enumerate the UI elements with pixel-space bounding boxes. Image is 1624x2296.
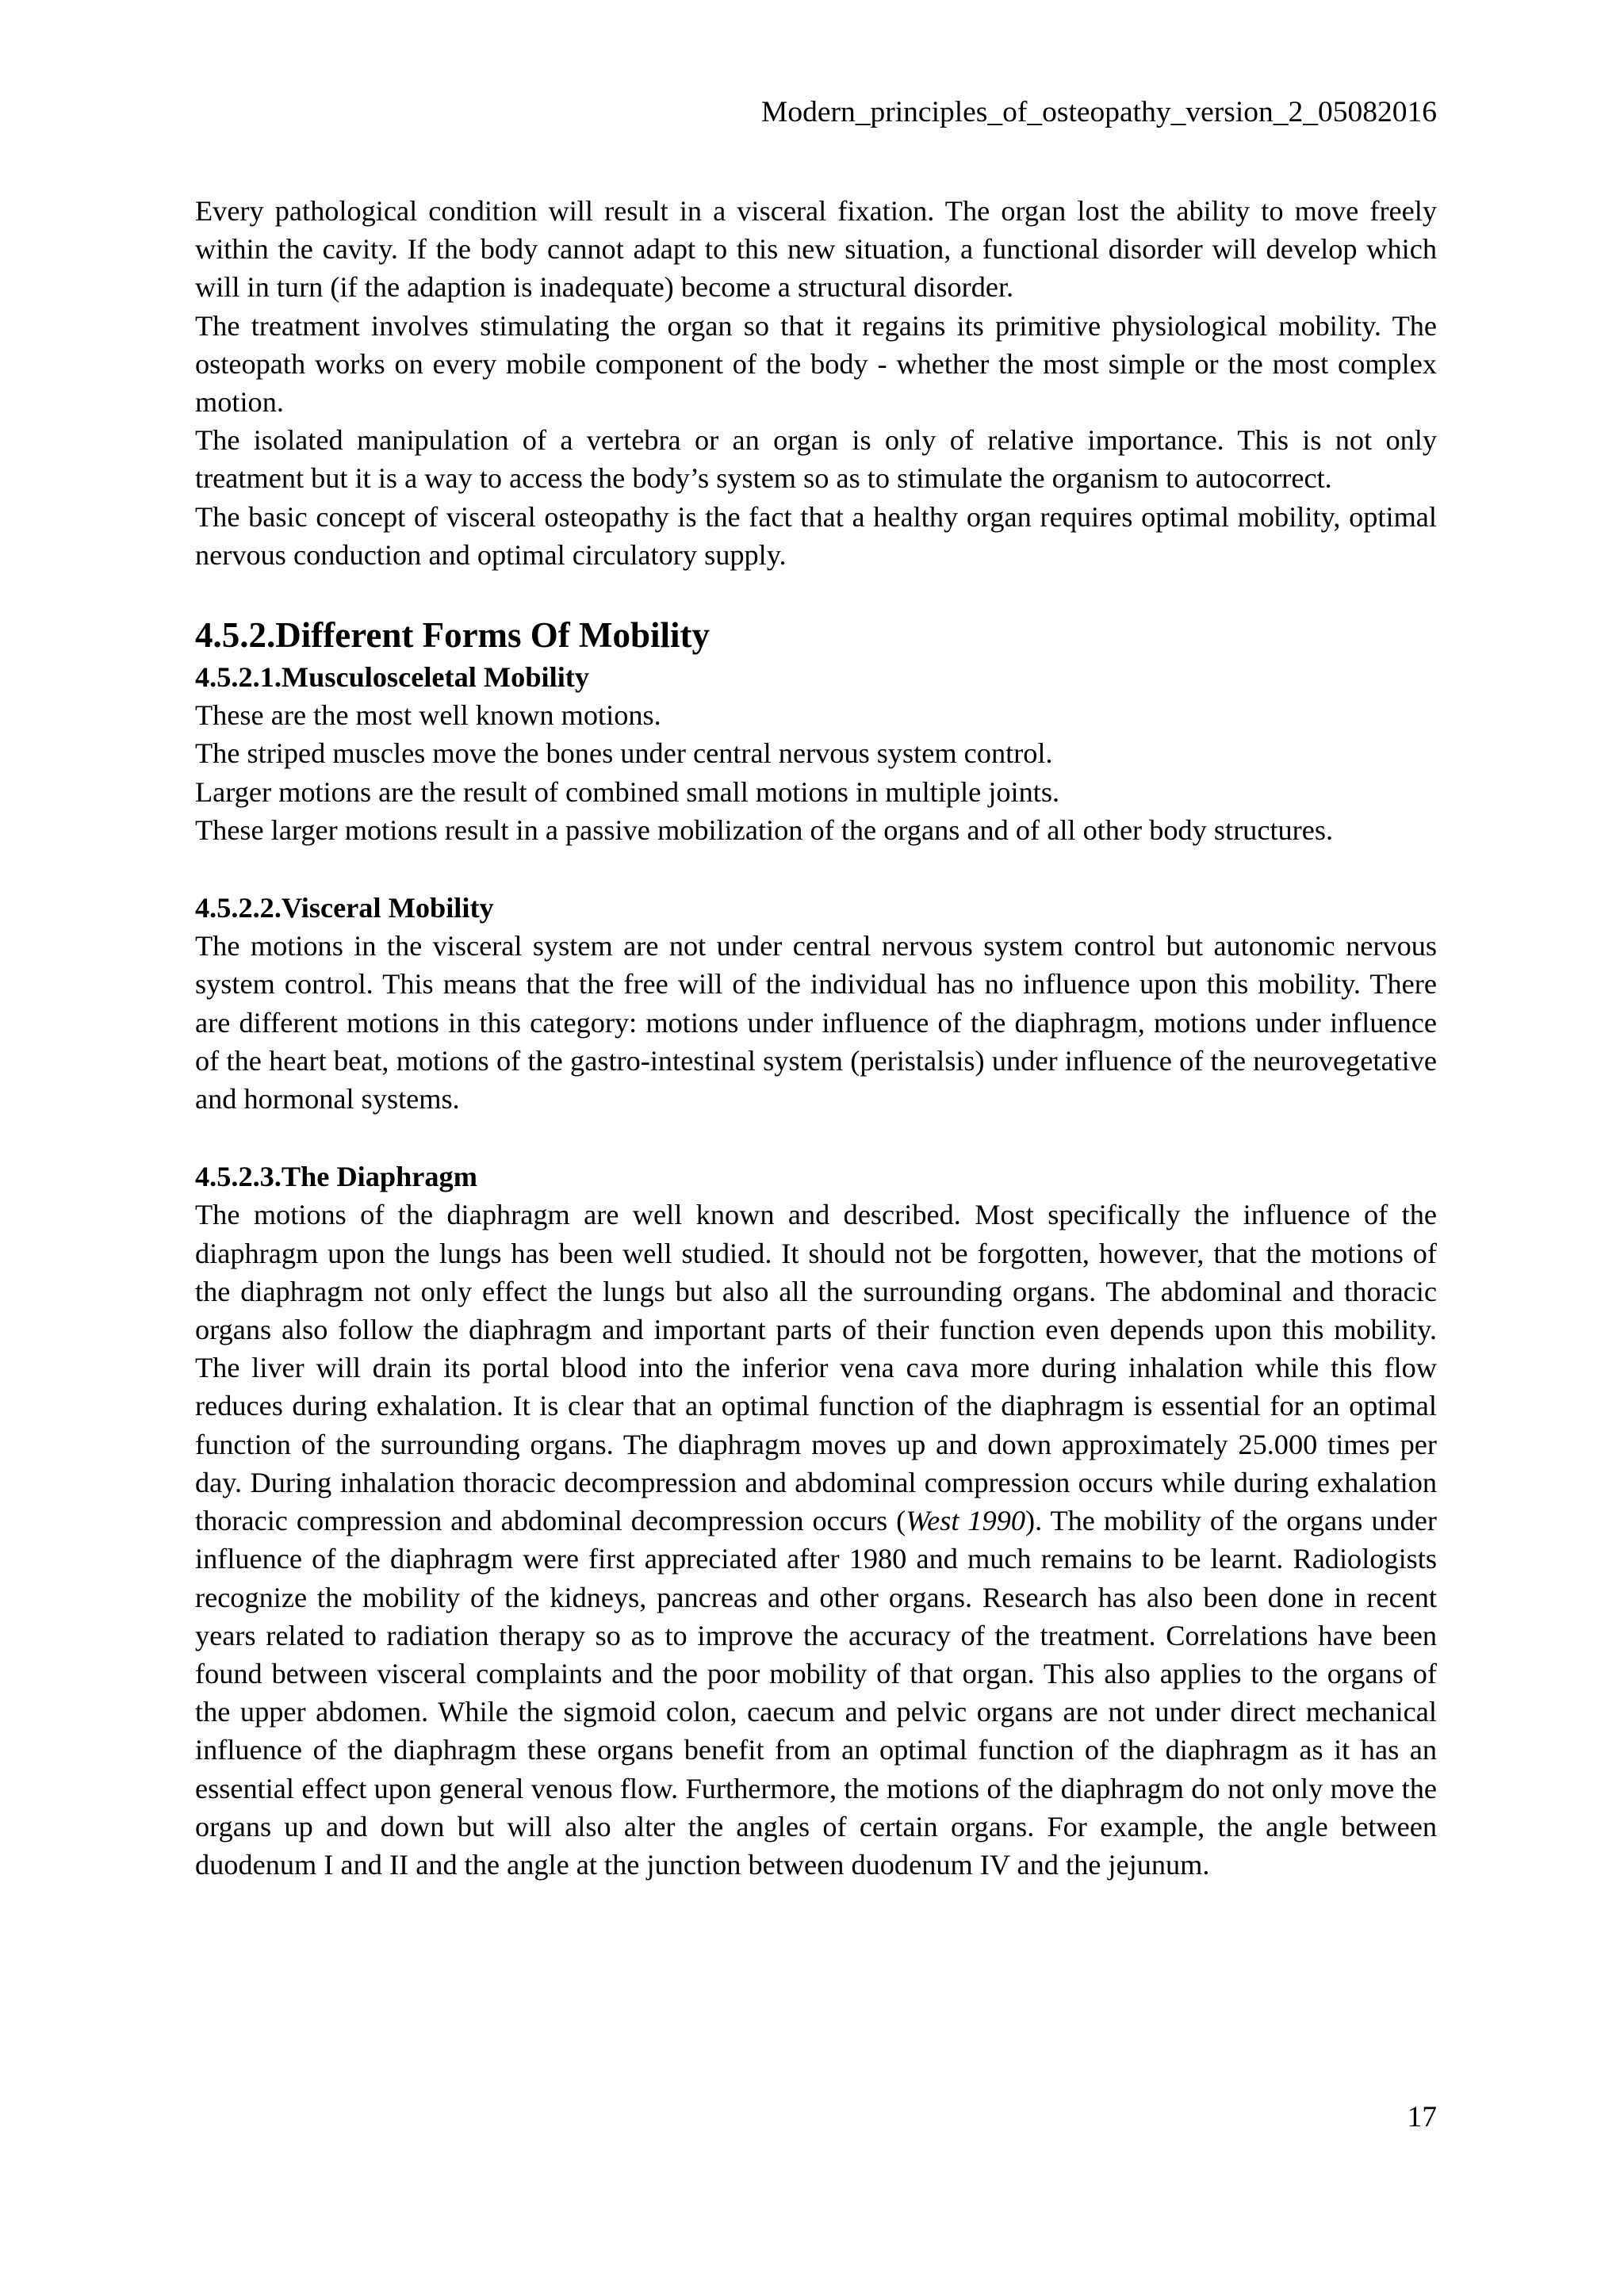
running-header: Modern_principles_of_osteopathy_version_2_05082016 <box>761 96 1437 128</box>
section-heading: 4.5.2.Different Forms Of Mobility <box>195 615 710 656</box>
subsection-heading-musculoskeletal: 4.5.2.1.Musculosceletal Mobility <box>195 661 590 694</box>
musculoskeletal-line-1: These are the most well known motions. <box>195 699 661 732</box>
intro-paragraph-3: The isolated manipulation of a vertebra or an organ is only of relative importance. This is not only treatment but it is a way to access the body’s system so as to stimulate the organism to autocorrect. <box>195 424 1437 495</box>
section-spacer <box>195 849 1437 889</box>
intro-paragraph-2: The treatment involves stimulating the organ so that it regains its primitive physiological mobility. The osteopath works on every mobile component of the body - whether the most simple or the most complex motion. <box>195 309 1437 419</box>
page-body <box>195 192 1437 1884</box>
diaphragm-text-before: The motions of the diaphragm are well known and described. Most specifically the influence of the diaphragm upon the lungs has been well studied. It should not be forgotten, however, that the motions of the diaphragm not only effect the lungs but also all the surrounding organs. The abdominal and thoracic organs also follow the diaphragm and important parts of their function even depends upon this mobility. The liver will drain its portal blood into the inferior vena cava more during inhalation while this flow reduces during exhalation. It is clear that an optimal function of the diaphragm is essential for an optimal function of the surrounding organs. The diaphragm moves up and down approximately 25.000 times per day. During inhalation thoracic decompression and abdominal compression occurs while during exhalation thoracic compression and abdominal decompression occurs ( <box>195 1199 1437 1537</box>
section-spacer <box>195 574 1437 612</box>
musculoskeletal-line-3: Larger motions are the result of combined small motions in multiple joints. <box>195 775 1060 808</box>
musculoskeletal-line-4: These larger motions result in a passive mobilization of the organs and of all other body structures. <box>195 813 1334 846</box>
section-spacer <box>195 1118 1437 1158</box>
page-number: 17 <box>1407 2101 1437 2133</box>
subsection-heading-diaphragm: 4.5.2.3.The Diaphragm <box>195 1161 477 1193</box>
intro-paragraph-1: Every pathological condition will result in a visceral fixation. The organ lost the ability to move freely within the cavity. If the body cannot adapt to this new situation, a functional disorder will develop which will in turn (if the adaption is inadequate) become a structural disorder. <box>195 195 1437 304</box>
subsection-heading-visceral: 4.5.2.2.Visceral Mobility <box>195 892 494 924</box>
diaphragm-text-after: ). The mobility of the organs under influence of the diaphragm were first appreciated after 1980 and much remains to be learnt. Radiologists recognize the mobility of the kidneys, pancreas and other organs. Research has also been done in recent years related to radiation therapy so as to improve the accuracy of the treatment. Correlations have been found between visceral complaints and the poor mobility of that organ. This also applies to the organs of the upper abdomen. While the sigmoid colon, caecum and pelvic organs are not under direct mechanical influence of the diaphragm these organs benefit from an optimal function of the diaphragm as it has an essential effect upon general venous flow. Furthermore, the motions of the diaphragm do not only move the organs up and down but will also alter the angles of certain organs. For example, the angle between duodenum I and II and the angle at the junction between duodenum IV and the jejunum. <box>195 1505 1438 1881</box>
musculoskeletal-line-2: The striped muscles move the bones under central nervous system control. <box>195 737 1053 770</box>
citation: West 1990 <box>906 1505 1026 1537</box>
diaphragm-paragraph <box>195 1196 1437 1884</box>
intro-paragraph-4: The basic concept of visceral osteopathy is the fact that a healthy organ requires optimal mobility, optimal nervous conduction and optimal circulatory supply. <box>195 500 1437 571</box>
visceral-paragraph: The motions in the visceral system are not under central nervous system control but autonomic nervous system control. This means that the free will of the individual has no influence upon this mobility. There are different motions in this category: motions under influence of the diaphragm, motions under influence of the heart beat, motions of the gastro-intestinal system (peristalsis) under influence of the neurovegetative and hormonal systems. <box>195 930 1437 1115</box>
